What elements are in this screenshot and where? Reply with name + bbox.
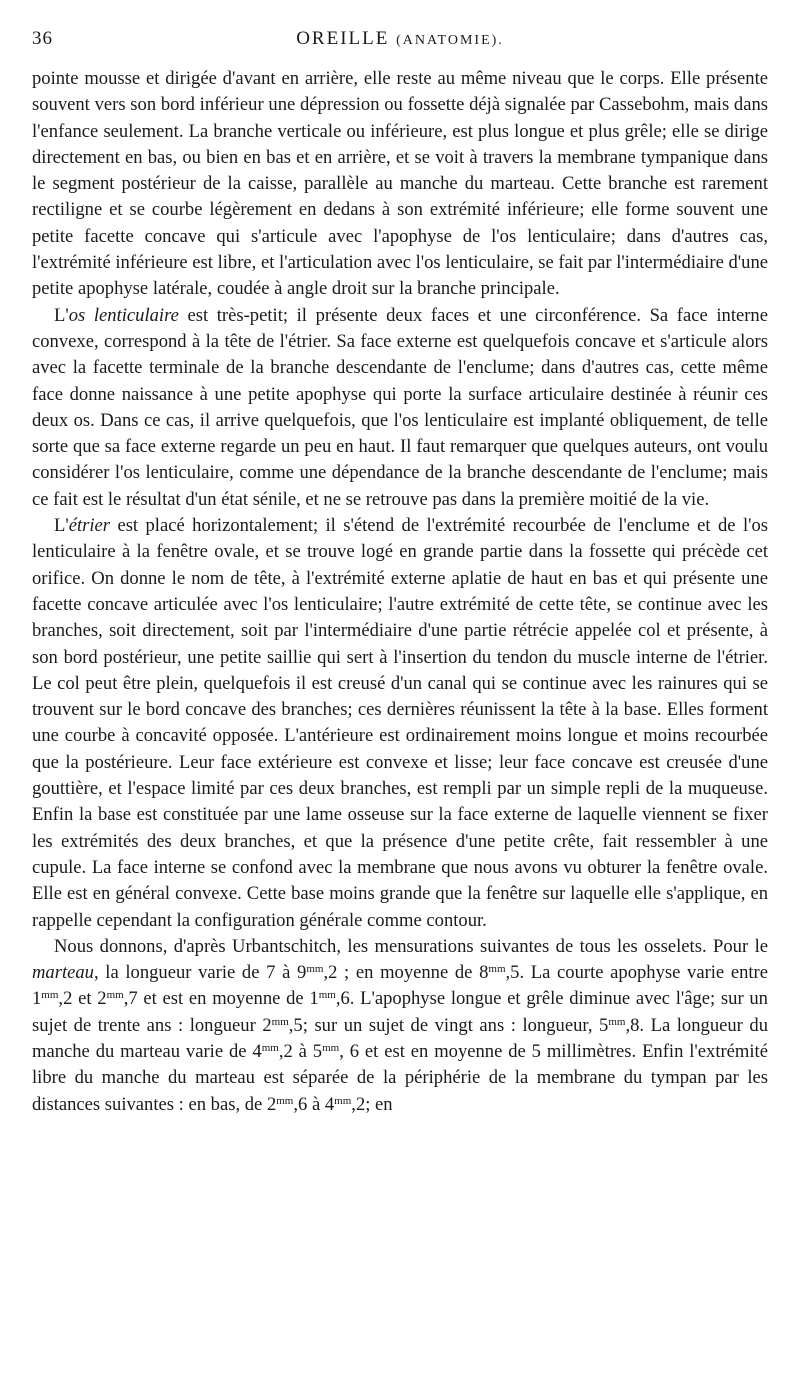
text-run: L'	[54, 304, 69, 326]
unit-superscript: mm	[306, 963, 324, 976]
text-run: , la longueur varie de 7 à 9	[93, 962, 307, 984]
italic-term: marteau	[32, 962, 94, 984]
italic-term: os lenticulaire	[68, 304, 179, 326]
text-run: , 6 et est en moyenne de 5 millimètres. Enfin l'extrémité libre du manche du marteau est séparée de la périphérie de la membrane du tympan par les distances suivantes : en bas, de 2	[32, 1040, 768, 1115]
text-run: ,2; en	[351, 1093, 393, 1115]
page	[32, 28, 768, 1118]
unit-superscript: mm	[276, 1094, 294, 1107]
unit-superscript: mm	[488, 963, 506, 976]
body-text	[32, 66, 768, 1118]
text-run: L'	[54, 515, 69, 537]
unit-superscript: mm	[322, 1041, 340, 1054]
page-number: 36	[32, 28, 53, 49]
text-run: ,5; sur un sujet de vingt ans : longueur, 5	[288, 1014, 609, 1036]
unit-superscript: mm	[261, 1041, 279, 1054]
text-run: ,6. L'apophyse longue et grêle diminue avec l'âge; sur un sujet de trente ans : longueur 2	[32, 988, 768, 1036]
running-title-main: OREILLE	[296, 28, 390, 49]
text-run: Nous donnons, d'après Urbantschitch, les mensurations suivantes de tous les osselets. Pour le	[54, 935, 768, 957]
unit-superscript: mm	[334, 1094, 352, 1107]
text-run: est très-petit; il présente deux faces et une circonférence. Sa face interne convexe, correspond à la tête de l'étrier. Sa face externe est quelquefois concave et s'articule alors avec la facette terminale de la branche descendante de l'enclume; dans d'autres cas, cette même face donne naissance à une petite apophyse qui porte la surface articulaire destinée à réunir ces deux os. Dans ce cas, il arrive quelquefois, que l'os lenticulaire est implanté obliquement, de telle sorte que sa face externe regarde un peu en haut. Il faut remarquer que quelques auteurs, ont voulu considérer l'os lenticulaire, comme une dépendance de la branche descendante de l'enclume; mais ce fait est le résultat d'un état sénile, et ne se retrouve pas dans la première moitié de la vie.	[32, 304, 768, 510]
unit-superscript: mm	[271, 1015, 289, 1028]
paragraph	[32, 513, 768, 934]
page-header	[32, 28, 768, 60]
unit-superscript: mm	[41, 989, 59, 1002]
text-run: est placé horizontalement; il s'étend de l'extrémité recourbée de l'enclume et de l'os lenticulaire à la fenêtre ovale, et se trouve logé en grande partie dans la fossette qui précède cet orifice. On donne le nom de tête, à l'extrémité externe aplatie de haut en bas et qui présente une facette concave articulée avec l'os lenticulaire; l'autre extrémité de cette tête, se continue avec les branches, soit directement, soit par l'intermédiaire d'une partie rétrécie appelée col et présente, à son bord postérieur, une petite saillie qui sert à l'insertion du tendon du muscle interne de l'étrier. Le col peut être plein, quelquefois il est creusé d'un canal qui se continue avec les rainures qui se trouvent sur le bord concave des branches; ces dernières réunissent la tête à la base. Elles forment une courbe à concavité opposée. L'antérieure est ordinairement moins longue et moins recourbée que la postérieure. Leur face extérieure est convexe et lisse; leur face concave est creusée d'une gouttière, et l'espace limité par ces deux branches, est rempli par un simple repli de la muqueuse. Enfin la base est constituée par une lame osseuse sur la face externe de laquelle viennent se fixer les extrémités des deux branches, et que la présence d'une petite crête, fait ressembler à une cupule. La face interne se confond avec la membrane que nous avons vu obturer la fenêtre ovale. Elle est en général convexe. Cette base moins grande que la fenêtre sur laquelle elle s'applique, en rappelle cependant la configuration générale comme contour.	[32, 515, 768, 931]
running-title	[32, 28, 768, 50]
paragraph	[32, 66, 768, 303]
text-run: ,8. La longueur du manche du marteau varie de 4	[32, 1014, 769, 1062]
paragraph	[32, 303, 768, 513]
text-run: ,2 à 5	[278, 1040, 323, 1062]
text-run: pointe mousse et dirigée d'avant en arrière, elle reste au même niveau que le corps. Elle présente souvent vers son bord inférieur une dépression ou fossette déjà signalée par Cassebohm, mais dans l'enfance seulement. La branche verticale ou inférieure, est plus longue et plus grêle; elle se dirige directement en bas, ou bien en bas et en arrière, et se voit à travers la membrane tympanique dans le segment postérieur de la caisse, parallèle au manche du marteau. Cette branche est rarement rectiligne et se courbe légèrement en dedans à son extrémité inférieure; elle forme souvent une petite facette concave qui s'articule avec l'apophyse de l'os lenticulaire; dans d'autres cas, l'extrémité inférieure est libre, et l'articulation avec l'os lenticulaire, se fait par l'intermédiaire d'une petite apophyse latérale, coudée à angle droit sur la branche principale.	[32, 68, 768, 300]
italic-term: étrier	[68, 515, 111, 537]
text-run: ,5. La courte apophyse varie entre 1	[32, 962, 769, 1010]
text-run: ,7 et est en moyenne de 1	[123, 988, 319, 1010]
text-run: ,2 ; en moyenne de 8	[323, 962, 489, 984]
unit-superscript: mm	[106, 989, 124, 1002]
text-run: ,6 à 4	[293, 1093, 335, 1115]
running-title-sub: (ANATOMIE).	[396, 33, 504, 48]
unit-superscript: mm	[608, 1015, 626, 1028]
paragraph	[32, 934, 768, 1118]
text-run: ,2 et 2	[58, 988, 107, 1010]
unit-superscript: mm	[318, 989, 336, 1002]
